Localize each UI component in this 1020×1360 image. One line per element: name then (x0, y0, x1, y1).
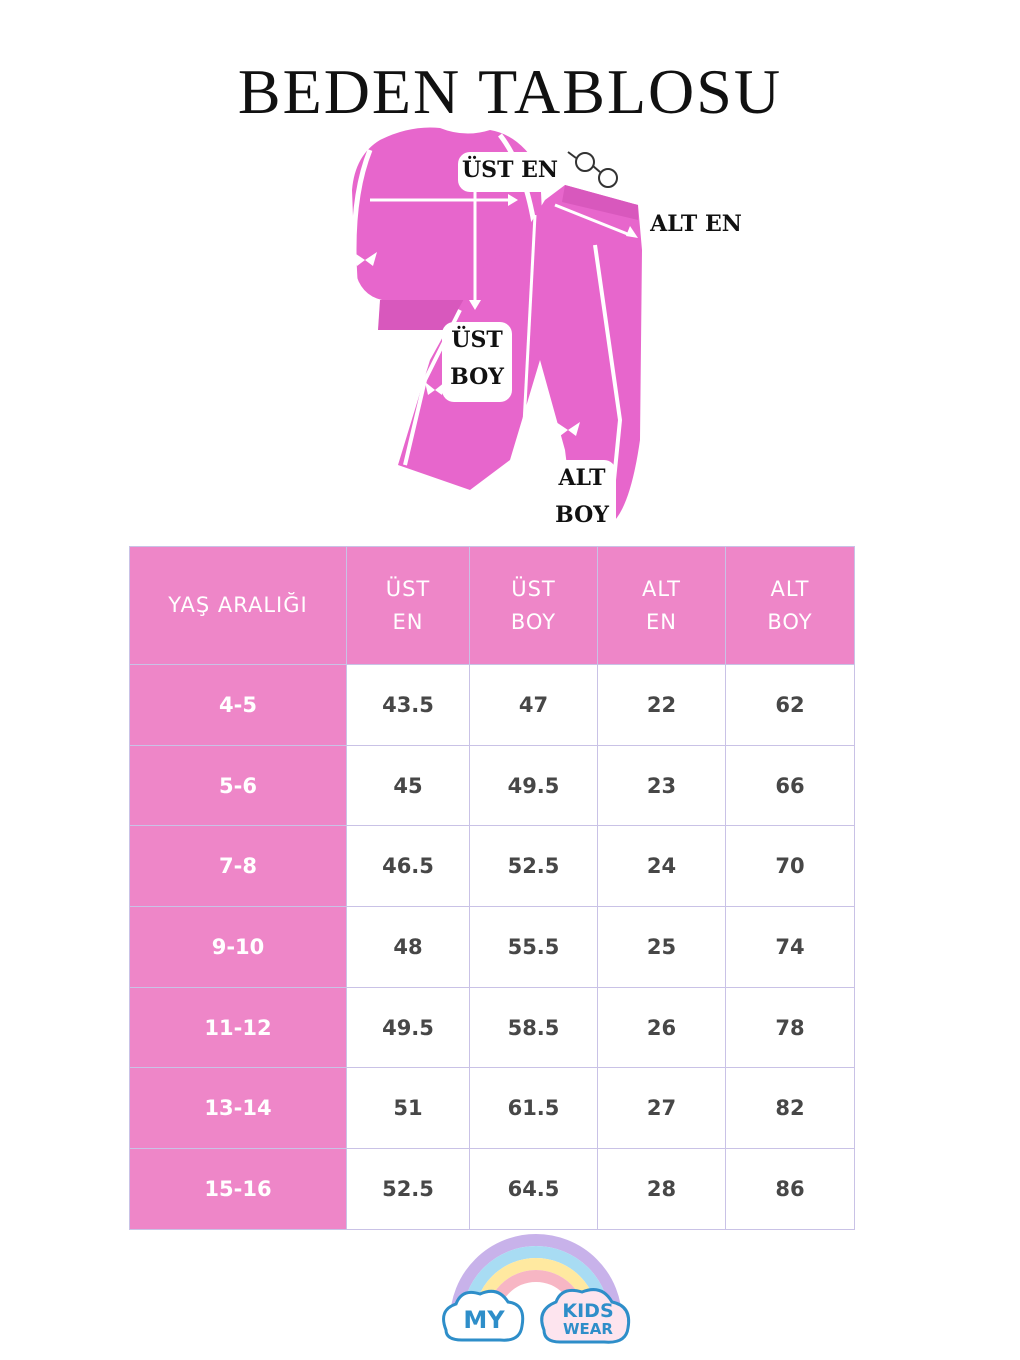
age-cell: 13-14 (130, 1068, 347, 1149)
ust-en-cell: 46.5 (347, 826, 470, 907)
ust-en-cell: 43.5 (347, 665, 470, 746)
table-row (130, 665, 855, 746)
age-cell: 7-8 (130, 826, 347, 907)
alt-boy-cell: 82 (726, 1068, 855, 1149)
alt-en-cell: 28 (598, 1149, 726, 1230)
size-table-header (130, 547, 855, 665)
alt-boy-cell: 66 (726, 745, 855, 826)
label-ust-boy: ÜST BOY (442, 322, 512, 402)
ust-boy-cell: 55.5 (470, 907, 598, 988)
ust-en-cell: 52.5 (347, 1149, 470, 1230)
ust-boy-cell: 58.5 (470, 987, 598, 1068)
label-ust-en: ÜST EN (458, 152, 562, 192)
alt-boy-cell: 78 (726, 987, 855, 1068)
alt-en-cell: 23 (598, 745, 726, 826)
brand-logo (438, 1230, 634, 1350)
size-table (129, 546, 855, 1230)
alt-en-cell: 22 (598, 665, 726, 746)
age-cell: 5-6 (130, 745, 347, 826)
age-cell: 4-5 (130, 665, 347, 746)
alt-en-cell: 26 (598, 987, 726, 1068)
page-title: BEDEN TABLOSU (237, 56, 783, 127)
alt-boy-cell: 70 (726, 826, 855, 907)
alt-en-cell: 24 (598, 826, 726, 907)
alt-en-cell: 27 (598, 1068, 726, 1149)
ust-boy-cell: 49.5 (470, 745, 598, 826)
ust-en-cell: 45 (347, 745, 470, 826)
alt-boy-cell: 62 (726, 665, 855, 746)
table-row (130, 907, 855, 988)
table-row (130, 745, 855, 826)
table-row (130, 987, 855, 1068)
ust-en-cell: 48 (347, 907, 470, 988)
ust-en-cell: 49.5 (347, 987, 470, 1068)
header-alt-boy: ALT BOY (726, 547, 855, 665)
ust-boy-cell: 47 (470, 665, 598, 746)
table-row (130, 1068, 855, 1149)
logo-my: MY (463, 1306, 505, 1334)
age-cell: 15-16 (130, 1149, 347, 1230)
table-row (130, 826, 855, 907)
glasses-icon (568, 152, 617, 187)
label-alt-en: ALT EN (650, 211, 742, 237)
alt-boy-cell: 74 (726, 907, 855, 988)
age-cell: 11-12 (130, 987, 347, 1068)
table-row (130, 1149, 855, 1230)
logo-wear: WEAR (563, 1320, 613, 1338)
age-cell: 9-10 (130, 907, 347, 988)
label-alt-boy: ALT BOY (548, 460, 616, 536)
header-age-range: YAŞ ARALIĞI (130, 547, 347, 665)
header-alt-en: ALT EN (598, 547, 726, 665)
ust-en-cell: 51 (347, 1068, 470, 1149)
alt-en-cell: 25 (598, 907, 726, 988)
logo-kids: KIDS (562, 1300, 614, 1322)
ust-boy-cell: 52.5 (470, 826, 598, 907)
alt-boy-cell: 86 (726, 1149, 855, 1230)
header-ust-en: ÜST EN (347, 547, 470, 665)
header-ust-boy: ÜST BOY (470, 547, 598, 665)
ust-boy-cell: 64.5 (470, 1149, 598, 1230)
ust-boy-cell: 61.5 (470, 1068, 598, 1149)
